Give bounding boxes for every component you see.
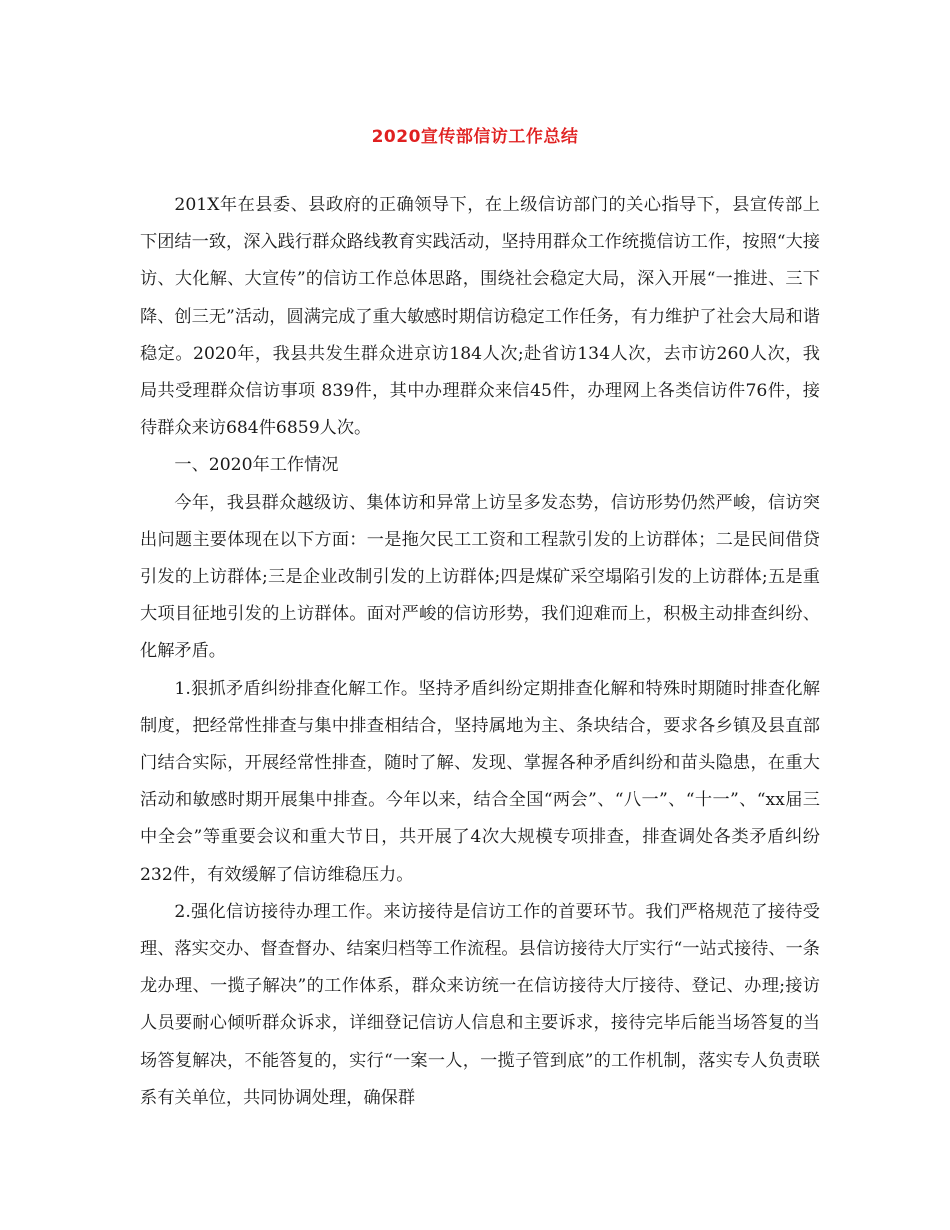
paragraph-situation: 今年，我县群众越级访、集体访和异常上访呈多发态势，信访形势仍然严峻，信访突出问题主要体现在以下方面：一是拖欠民工工资和工程款引发的上访群体；二是民间借贷引发的上访群体;三是企业改制引发的上访群体;四是煤矿采空塌陷引发的上访群体;五是重大项目征地引发的上访群体。面对严峻的信访形势，我们迎难而上，积极主动排查纠纷、化解矛盾。: [140, 492, 820, 662]
paragraph-item-2: 2.强化信访接待办理工作。来访接待是信访工作的首要环节。我们严格规范了接待受理、落实交办、督查督办、结案归档等工作流程。县信访接待大厅实行“一站式接待、一条龙办理、一揽子解决”的工作体系，群众来访统一在信访接待大厅接待、登记、办理;接访人员要耐心倾听群众诉求，详细登记信访人信息和主要诉求，接待完毕后能当场答复的当场答复解决，不能答复的，实行“一案一人，一揽子管到底”的工作机制，落实专人负责联系有关单位，共同协调处理，确保群: [140, 901, 820, 1108]
paragraph-item-1: 1.狠抓矛盾纠纷排查化解工作。坚持矛盾纠纷定期排查化解和特殊时期随时排查化解制度，把经常性排查与集中排查相结合，坚持属地为主、条块结合，要求各乡镇及县直部门结合实际，开展经常性排查，随时了解、发现、掌握各种矛盾纠纷和苗头隐患，在重大活动和敏感时期开展集中排查。今年以来，结合全国“两会”、“八一”、“十一”、“xx届三中全会”等重要会议和重大节日，共开展了4次大规模专项排查，排查调处各类矛盾纠纷232件，有效缓解了信访维稳压力。: [140, 678, 820, 885]
section-heading-1: 一、2020年工作情况: [174, 455, 339, 476]
document-body: [140, 187, 820, 1117]
document-title: 2020宣传部信访工作总结: [371, 127, 579, 147]
paragraph-intro: 201X年在县委、县政府的正确领导下，在上级信访部门的关心指导下，县宣传部上下团结一致，深入践行群众路线教育实践活动，坚持用群众工作统揽信访工作，按照“大接访、大化解、大宣传”的信访工作总体思路，围绕社会稳定大局，深入开展“一推进、三下降、创三无”活动，圆满完成了重大敏感时期信访稳定工作任务，有力维护了社会大局和谐稳定。2020年，我县共发生群众进京访184人次;赴省访134人次，去市访260人次，我局共受理群众信访事项 839件，其中办理群众来信45件，办理网上各类信访件76件，接待群众来访684件6859人次。: [140, 195, 820, 439]
